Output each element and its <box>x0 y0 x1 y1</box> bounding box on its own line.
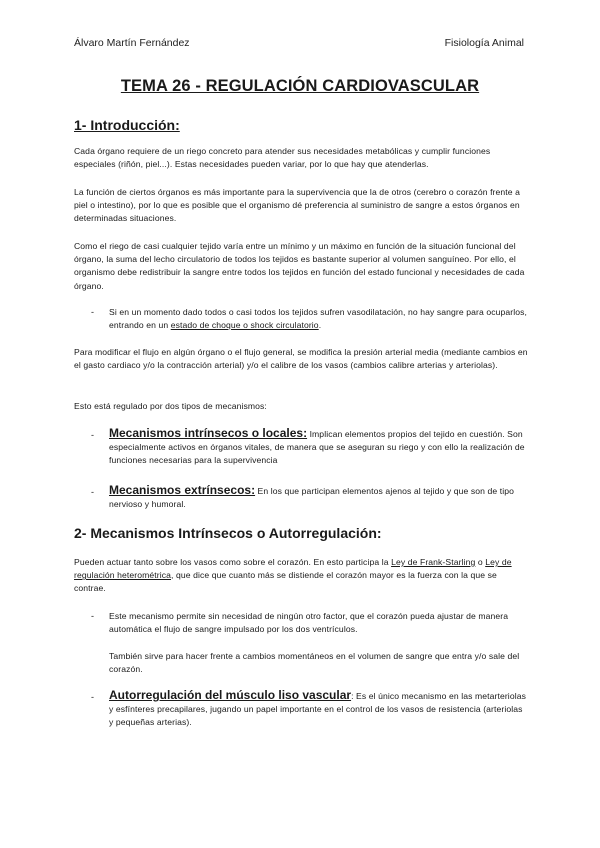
section1-paragraph-4: Para modificar el flujo en algún órgano o el flujo general, se modifica la presión arterial media (mediante cambios en el gasto cardiaco y/o la contracción arterial) y/o el calibre de los vasos (cambios calibre arterias y arteriolas). <box>74 347 528 371</box>
section1-bullet-2: Mecanismos intrínsecos o locales: Implican elementos propios del tejido en cuestión. Son especialmente activos en órganos vitales, de manera que se aseguran su riego y con ello la realización de funciones necesarias para la supervivencia <box>109 426 525 466</box>
page-title: TEMA 26 - REGULACIÓN CARDIOVASCULAR <box>120 77 480 95</box>
ley-heterometrica-link[interactable]: Ley de regulación heterométrica <box>74 557 512 581</box>
section1-paragraph-3: Como el riego de casi cualquier tejido varía entre un mínimo y un máximo en función de la situación funcional del órgano, la suma del lecho circulatorio de todos los tejidos es bastante superior al volumen sanguíneo. Por ello, el organismo debe redistribuir la sangre entre todos los tejidos en función del estado funcional y necesidades de cada órgano. <box>74 241 525 291</box>
shock-circulatorio-link[interactable]: estado de choque o shock circulatorio <box>170 320 319 331</box>
bullet-term-extrinsecos: Mecanismos extrínsecos: <box>109 483 256 497</box>
section2-paragraph-1: Pueden actuar tanto sobre los vasos como sobre el corazón. En esto participa la Ley de Frank-Starling o Ley de regulación heterométrica, que dice que cuanto más se distiende el corazón mayor es la fuerza con la que se contrae. <box>74 557 512 594</box>
bullet-marker: - <box>91 611 94 621</box>
bullet-marker: - <box>91 692 94 702</box>
section1-paragraph-5: Esto está regulado por dos tipos de mecanismos: <box>74 401 267 411</box>
bullet-marker: - <box>91 307 94 317</box>
bullet-term-intrinsecos: Mecanismos intrínsecos o locales: <box>109 426 308 440</box>
header-course: Fisiología Animal <box>444 37 524 49</box>
section2-bullet-1: Este mecanismo permite sin necesidad de ningún otro factor, que el corazón pueda ajustar de manera automática el flujo de sangre impulsado por los dos ventrículos. <box>109 611 509 635</box>
bullet-marker: - <box>91 487 94 497</box>
section1-bullet-3: Mecanismos extrínsecos: En los que participan elementos ajenos al tejido y que son de tipo nervioso y humoral. <box>109 483 515 510</box>
section2-heading: 2- Mecanismos Intrínsecos o Autorregulación: <box>74 525 382 541</box>
bullet-marker: - <box>91 430 94 440</box>
header-author: Álvaro Martín Fernández <box>74 37 190 49</box>
bullet-term-autorregulacion: Autorregulación del músculo liso vascular <box>109 688 352 702</box>
section1-paragraph-1: Cada órgano requiere de un riego concreto para atender sus necesidades metabólicas y cumplir funciones especiales (riñón, piel...). Estas necesidades pueden variar, por lo que hay que atenderlas. <box>74 146 491 170</box>
section1-bullet-1: Si en un momento dado todos o casi todos los tejidos sufren vasodilatación, no hay sangre para ocuparlos, entrando en un estado de choque o shock circulatorio. <box>109 307 527 331</box>
ley-frank-starling-link[interactable]: Ley de Frank-Starling <box>391 557 476 567</box>
section1-paragraph-2: La función de ciertos órganos es más importante para la supervivencia que la de otros (cerebro o corazón frente a piel o intestino), por lo que es posible que el organismo dé preferencia al suministro de sangre a estos órganos en determinadas situaciones. <box>74 187 521 224</box>
section1-heading: 1- Introducción: <box>74 117 180 133</box>
section2-bullet-2: Autorregulación del músculo liso vascular: Es el único mecanismo en las metarteriolas y esfínteres precapilares, jugando un papel importante en el control de los vasos de resistencia (arteriolas y pequeñas arterias). <box>109 688 526 728</box>
section2-bullet-1-extra: También sirve para hacer frente a cambios momentáneos en el volumen de sangre que entra y/o sale del corazón. <box>109 651 520 675</box>
